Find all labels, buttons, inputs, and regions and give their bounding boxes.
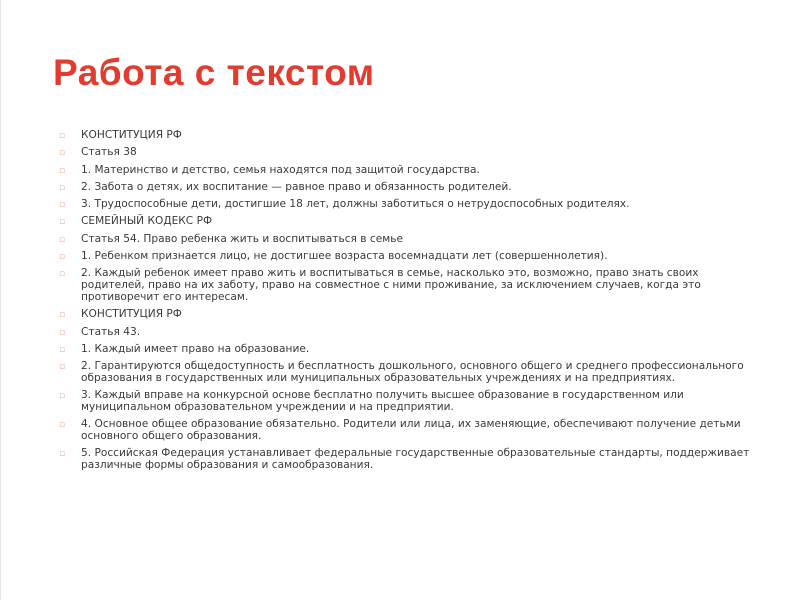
- square-bullet-icon: ▫: [59, 420, 66, 431]
- list-item-text: 2. Забота о детях, их воспитание — равное право и обязанность родителей.: [81, 180, 512, 193]
- square-bullet-icon: ▫: [59, 269, 66, 280]
- list-item: [59, 390, 759, 414]
- list-item-text: 1. Ребенком признается лицо, не достигшее возраста восемнадцати лет (совершеннолетия).: [81, 250, 608, 263]
- list-item-text: 1. Каждый имеет право на образование.: [81, 342, 310, 355]
- square-bullet-icon: ▫: [59, 327, 66, 338]
- square-bullet-icon: ▫: [59, 234, 66, 245]
- list-item-text: 3. Трудоспособные дети, достигшие 18 лет, должны заботиться о нетрудоспособных родителях.: [81, 198, 630, 211]
- list-item: [59, 327, 759, 339]
- square-bullet-icon: ▫: [59, 182, 66, 193]
- square-bullet-icon: ▫: [59, 131, 66, 141]
- square-bullet-icon: ▫: [59, 310, 66, 321]
- list-item-text: Статья 54. Право ребенка жить и воспитываться в семье: [81, 232, 403, 245]
- list-item: [59, 448, 759, 472]
- list-item: [59, 251, 759, 263]
- list-item-text: 2. Каждый ребенок имеет право жить и воспитываться в семье, насколько это, возможно, право знать своих родителей, право на их заботу, право на совместное с ними проживание, за исключением случаев, когда это противоречит его интересам.: [81, 267, 701, 303]
- square-bullet-icon: ▫: [59, 344, 66, 355]
- list-item: [59, 165, 759, 177]
- square-bullet-icon: ▫: [59, 200, 66, 211]
- list-item: [59, 130, 759, 142]
- list-item: [59, 216, 759, 228]
- list-item-text: 3. Каждый вправе на конкурсной основе бесплатно получить высшее образование в государственном или муниципальном образовательном учреждении и на предприятии.: [81, 389, 684, 414]
- square-bullet-icon: ▫: [59, 217, 66, 228]
- list-item: [59, 361, 759, 385]
- square-bullet-icon: ▫: [59, 252, 66, 263]
- list-item-text: СЕМЕЙНЫЙ КОДЕКС РФ: [81, 215, 213, 228]
- list-item-text: 1. Материнство и детство, семья находятся под защитой государства.: [81, 163, 480, 176]
- square-bullet-icon: ▫: [59, 391, 66, 402]
- list-item: [59, 199, 759, 211]
- list-item-text: Статья 43.: [81, 325, 141, 338]
- square-bullet-icon: ▫: [59, 362, 66, 373]
- list-item-text: 4. Основное общее образование обязательно. Родители или лица, их заменяющие, обеспечивают получение детьми основного общего образования.: [81, 418, 741, 443]
- slide-title: Работа с текстом: [53, 52, 375, 93]
- square-bullet-icon: ▫: [59, 449, 66, 460]
- list-item: [59, 182, 759, 194]
- square-bullet-icon: ▫: [59, 148, 66, 159]
- square-bullet-icon: ▫: [59, 165, 66, 176]
- list-item-text: 2. Гарантируются общедоступность и бесплатность дошкольного, основного общего и среднего профессионального образования в государственных или муниципальных образовательных учреждениях и на предприятиях.: [81, 360, 744, 384]
- list-item: [59, 419, 759, 443]
- list-item: [59, 234, 759, 246]
- list-item-text: КОНСТИТУЦИЯ РФ: [81, 129, 182, 141]
- list-item: [59, 268, 759, 303]
- list-item-text: КОНСТИТУЦИЯ РФ: [81, 308, 182, 321]
- bullet-list: [59, 130, 759, 478]
- list-item: [59, 344, 759, 356]
- list-item-text: 5. Российская Федерация устанавливает федеральные государственные образовательные стандарты, поддерживает различные формы образования и самообразования.: [81, 447, 750, 472]
- list-item: [59, 309, 759, 321]
- list-item: [59, 147, 759, 159]
- list-item-text: Статья 38: [81, 146, 137, 159]
